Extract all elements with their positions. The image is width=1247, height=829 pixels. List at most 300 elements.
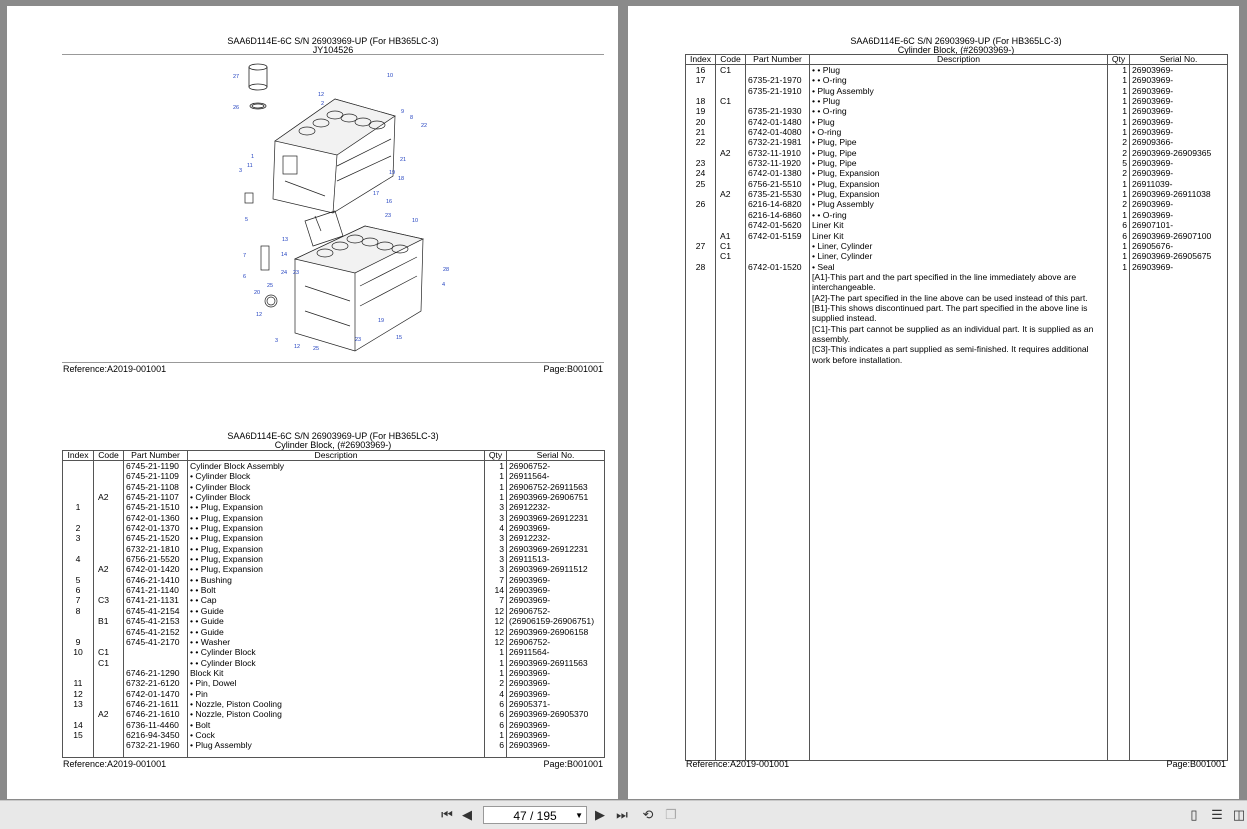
index-cell bbox=[63, 740, 94, 750]
table-row bbox=[686, 231, 1228, 241]
note-text: [B1]-This shows discontinued part. The part specified in the above line is supplied instead. bbox=[810, 303, 1108, 324]
callout-label: 26 bbox=[233, 105, 240, 111]
table-row bbox=[686, 199, 1228, 209]
description-cell: • Plug, Expansion bbox=[810, 168, 1108, 178]
table-row bbox=[686, 148, 1228, 158]
description-cell: Liner Kit bbox=[810, 220, 1108, 230]
qty-cell: 1 bbox=[485, 461, 507, 472]
part-number-cell: 6735-21-5530 bbox=[746, 189, 810, 199]
table-row bbox=[686, 106, 1228, 116]
model-title: SAA6D114E-6C S/N 26903969-UP (For HB365LC-3) bbox=[227, 36, 439, 46]
index-cell bbox=[63, 471, 94, 481]
code-cell bbox=[94, 689, 124, 699]
code-cell bbox=[716, 262, 746, 272]
index-cell: 3 bbox=[63, 533, 94, 543]
qty-cell: 1 bbox=[1108, 106, 1130, 116]
index-cell bbox=[63, 658, 94, 668]
part-number-cell: 6735-21-1970 bbox=[746, 75, 810, 85]
index-cell bbox=[686, 251, 716, 261]
serial-cell: 26903969- bbox=[507, 668, 605, 678]
empty-cell bbox=[686, 324, 716, 345]
description-cell: • • O-ring bbox=[810, 75, 1108, 85]
code-cell: C3 bbox=[94, 595, 124, 605]
empty-cell bbox=[746, 303, 810, 324]
code-cell bbox=[716, 117, 746, 127]
part-number-cell: 6216-94-3450 bbox=[124, 730, 188, 740]
note-text: [C3]-This indicates a part supplied as semi-finished. It requires additional work before installation. bbox=[810, 344, 1108, 365]
description-cell: • • Cylinder Block bbox=[188, 647, 485, 657]
serial-cell: 26906752- bbox=[507, 637, 605, 647]
description-cell: • Cylinder Block bbox=[188, 482, 485, 492]
index-cell: 14 bbox=[63, 720, 94, 730]
part-number-cell: 6742-01-1480 bbox=[746, 117, 810, 127]
viewer-toolbar bbox=[0, 800, 1247, 829]
note-text: [C1]-This part cannot be supplied as an individual part. It is supplied as an assembly. bbox=[810, 324, 1108, 345]
callout-label: 12 bbox=[294, 344, 301, 350]
empty-cell bbox=[1130, 365, 1228, 761]
index-cell: 8 bbox=[63, 606, 94, 616]
qty-cell: 4 bbox=[485, 689, 507, 699]
code-cell bbox=[94, 533, 124, 543]
table-row bbox=[63, 575, 605, 585]
code-cell bbox=[94, 523, 124, 533]
description-cell: • Pin bbox=[188, 689, 485, 699]
qty-cell: 2 bbox=[1108, 199, 1130, 209]
table-row bbox=[686, 168, 1228, 178]
part-number-cell: 6735-21-1910 bbox=[746, 86, 810, 96]
upper-block-illustration bbox=[245, 99, 395, 231]
empty-cell bbox=[810, 365, 1108, 761]
callout-label: 3 bbox=[275, 338, 279, 344]
serial-cell: 26903969- bbox=[507, 740, 605, 750]
part-number-cell: 6756-21-5510 bbox=[746, 179, 810, 189]
index-cell: 26 bbox=[686, 199, 716, 209]
code-cell bbox=[716, 127, 746, 137]
serial-cell: 26903969- bbox=[1130, 158, 1228, 168]
code-cell bbox=[716, 158, 746, 168]
note-row bbox=[686, 324, 1228, 345]
section-title: Cylinder Block, (#26903969-) bbox=[274, 440, 392, 450]
page-number-select[interactable] bbox=[483, 806, 587, 824]
index-cell bbox=[63, 513, 94, 523]
two-page-view-icon[interactable]: ◫ bbox=[1232, 807, 1246, 822]
serial-cell: 26903969- bbox=[507, 595, 605, 605]
table-row bbox=[63, 740, 605, 750]
index-cell bbox=[686, 189, 716, 199]
serial-cell: 26906752-26911563 bbox=[507, 482, 605, 492]
description-cell: • • Bolt bbox=[188, 585, 485, 595]
callout-label: 17 bbox=[373, 191, 380, 197]
code-cell bbox=[716, 168, 746, 178]
code-cell: A2 bbox=[716, 189, 746, 199]
note-row bbox=[686, 272, 1228, 293]
serial-cell: 26903969- bbox=[1130, 168, 1228, 178]
reference-number: Reference:A2019-001001 bbox=[63, 759, 167, 769]
description-cell: • • Cylinder Block bbox=[188, 658, 485, 668]
description-cell: • • Plug, Expansion bbox=[188, 544, 485, 554]
code-cell: C1 bbox=[716, 241, 746, 251]
description-cell: • Plug Assembly bbox=[188, 740, 485, 750]
code-cell: A2 bbox=[94, 564, 124, 574]
callout-label: 19 bbox=[389, 170, 396, 176]
parts-table-left bbox=[62, 450, 605, 758]
table-row bbox=[63, 699, 605, 709]
table-row bbox=[63, 668, 605, 678]
table-row bbox=[63, 606, 605, 616]
description-cell: • • Plug, Expansion bbox=[188, 564, 485, 574]
part-number-cell: 6745-21-1520 bbox=[124, 533, 188, 543]
index-cell: 4 bbox=[63, 554, 94, 564]
single-page-view-icon[interactable]: ▯ bbox=[1190, 807, 1198, 822]
empty-cell bbox=[485, 751, 507, 758]
qty-cell: 7 bbox=[485, 575, 507, 585]
last-page-icon[interactable]: ⏭ bbox=[616, 807, 628, 822]
code-cell bbox=[716, 106, 746, 116]
serial-cell: 26903969-26905675 bbox=[1130, 251, 1228, 261]
table-row bbox=[63, 709, 605, 719]
description-cell: • Seal bbox=[810, 262, 1108, 272]
callout-label: 19 bbox=[378, 318, 385, 324]
table-row bbox=[63, 585, 605, 595]
qty-cell: 3 bbox=[485, 544, 507, 554]
serial-cell: 26903969-26912231 bbox=[507, 513, 605, 523]
serial-cell: 26903969-26907100 bbox=[1130, 231, 1228, 241]
col-code-header: Code bbox=[94, 451, 124, 461]
qty-cell: 5 bbox=[1108, 158, 1130, 168]
qty-cell: 3 bbox=[485, 533, 507, 543]
table-row bbox=[686, 127, 1228, 137]
description-cell: • • Plug, Expansion bbox=[188, 513, 485, 523]
copy-icon[interactable]: ❐ bbox=[665, 807, 677, 822]
code-cell: C1 bbox=[716, 251, 746, 261]
rotate-icon[interactable]: ⟲ bbox=[642, 807, 654, 822]
serial-cell: 26903969- bbox=[1130, 117, 1228, 127]
table-filler-row bbox=[63, 751, 605, 758]
description-cell: • Bolt bbox=[188, 720, 485, 730]
model-title: SAA6D114E-6C S/N 26903969-UP (For HB365LC-3) bbox=[850, 36, 1062, 46]
qty-cell: 1 bbox=[1108, 179, 1130, 189]
callout-label: 27 bbox=[233, 74, 240, 80]
qty-cell: 6 bbox=[1108, 231, 1130, 241]
index-cell bbox=[63, 492, 94, 502]
index-cell bbox=[63, 709, 94, 719]
callout-label: 14 bbox=[281, 252, 288, 258]
code-cell bbox=[716, 75, 746, 85]
serial-cell: 26903969- bbox=[507, 523, 605, 533]
qty-cell: 1 bbox=[1108, 210, 1130, 220]
code-cell bbox=[94, 513, 124, 523]
part-number-cell bbox=[746, 251, 810, 261]
index-cell bbox=[686, 231, 716, 241]
code-cell: A2 bbox=[94, 492, 124, 502]
table-row bbox=[686, 96, 1228, 106]
empty-cell bbox=[94, 751, 124, 758]
table-row bbox=[63, 492, 605, 502]
serial-cell: 26905371- bbox=[507, 699, 605, 709]
table-row bbox=[63, 461, 605, 472]
table-row bbox=[686, 137, 1228, 147]
index-cell: 9 bbox=[63, 637, 94, 647]
callout-label: 11 bbox=[247, 163, 253, 169]
qty-cell: 1 bbox=[1108, 241, 1130, 251]
table-row bbox=[63, 730, 605, 740]
code-cell bbox=[716, 179, 746, 189]
table-row bbox=[63, 471, 605, 481]
empty-cell bbox=[716, 324, 746, 345]
empty-cell bbox=[1130, 324, 1228, 345]
serial-cell: 26903969- bbox=[1130, 65, 1228, 76]
parts-table-right bbox=[685, 54, 1228, 761]
table-row bbox=[686, 241, 1228, 251]
qty-cell: 2 bbox=[1108, 137, 1130, 147]
page-code: Page:B001001 bbox=[543, 364, 603, 374]
callout-label: 20 bbox=[254, 290, 261, 296]
serial-cell: 26903969- bbox=[507, 678, 605, 688]
serial-cell: 26906752- bbox=[507, 461, 605, 472]
qty-cell: 12 bbox=[485, 637, 507, 647]
part-number-cell: 6745-41-2153 bbox=[124, 616, 188, 626]
part-number-cell: 6742-01-1380 bbox=[746, 168, 810, 178]
part-number-cell bbox=[746, 65, 810, 76]
serial-cell: 26909366- bbox=[1130, 137, 1228, 147]
table-row bbox=[63, 544, 605, 554]
table-row bbox=[686, 75, 1228, 85]
col-serial-header: Serial No. bbox=[1130, 55, 1228, 65]
serial-cell: 26903969- bbox=[1130, 75, 1228, 85]
cylinder-liner-illustration bbox=[249, 64, 267, 109]
serial-cell: 26903969- bbox=[1130, 96, 1228, 106]
empty-cell bbox=[63, 751, 94, 758]
code-cell bbox=[94, 606, 124, 616]
callout-label: 23 bbox=[355, 337, 362, 343]
callout-label: 5 bbox=[245, 217, 249, 223]
part-number-cell: 6742-01-1420 bbox=[124, 564, 188, 574]
serial-cell: 26903969- bbox=[1130, 210, 1228, 220]
index-cell: 5 bbox=[63, 575, 94, 585]
code-cell bbox=[94, 461, 124, 472]
serial-cell: 26903969- bbox=[1130, 106, 1228, 116]
table-header-row bbox=[686, 55, 1228, 65]
code-cell bbox=[94, 585, 124, 595]
description-cell: • • Guide bbox=[188, 616, 485, 626]
callout-label: 7 bbox=[243, 253, 247, 259]
code-cell bbox=[716, 210, 746, 220]
index-cell: 17 bbox=[686, 75, 716, 85]
table-row bbox=[686, 210, 1228, 220]
empty-cell bbox=[716, 303, 746, 324]
serial-cell: 26903969- bbox=[1130, 127, 1228, 137]
part-number-cell: 6732-21-6120 bbox=[124, 678, 188, 688]
empty-cell bbox=[686, 293, 716, 303]
index-cell bbox=[686, 210, 716, 220]
qty-cell: 1 bbox=[485, 658, 507, 668]
table-row bbox=[63, 564, 605, 574]
part-number-cell: 6742-01-1520 bbox=[746, 262, 810, 272]
description-cell: Block Kit bbox=[188, 668, 485, 678]
index-cell: 22 bbox=[686, 137, 716, 147]
description-cell: • • Plug, Expansion bbox=[188, 554, 485, 564]
callout-label: 10 bbox=[387, 73, 394, 79]
callout-label: 2 bbox=[321, 101, 325, 107]
table-row bbox=[686, 179, 1228, 189]
description-cell: • Nozzle, Piston Cooling bbox=[188, 699, 485, 709]
footer-divider bbox=[62, 362, 604, 363]
qty-cell: 3 bbox=[485, 502, 507, 512]
index-cell: 1 bbox=[63, 502, 94, 512]
index-cell: 12 bbox=[63, 689, 94, 699]
part-number-cell: 6732-21-1960 bbox=[124, 740, 188, 750]
part-number-cell: 6745-21-1108 bbox=[124, 482, 188, 492]
empty-cell bbox=[1108, 303, 1130, 324]
first-page-icon[interactable]: ⏮ bbox=[441, 807, 453, 822]
part-number-cell: 6742-01-1370 bbox=[124, 523, 188, 533]
empty-cell bbox=[716, 272, 746, 293]
table-row bbox=[686, 65, 1228, 76]
section-title: Cylinder Block, (#26903969-) bbox=[897, 45, 1015, 55]
serial-cell: 26911513- bbox=[507, 554, 605, 564]
code-cell bbox=[94, 720, 124, 730]
serial-cell: 26903969-26906158 bbox=[507, 627, 605, 637]
callout-label: 15 bbox=[396, 335, 403, 341]
table-row bbox=[686, 220, 1228, 230]
qty-cell: 1 bbox=[1108, 251, 1130, 261]
code-cell bbox=[716, 137, 746, 147]
table-row bbox=[63, 616, 605, 626]
qty-cell: 1 bbox=[1108, 96, 1130, 106]
part-number-cell: 6216-14-6820 bbox=[746, 199, 810, 209]
note-row bbox=[686, 303, 1228, 324]
qty-cell: 12 bbox=[485, 616, 507, 626]
qty-cell: 1 bbox=[1108, 75, 1130, 85]
description-cell: • • Bushing bbox=[188, 575, 485, 585]
serial-cell: 26903969-26912231 bbox=[507, 544, 605, 554]
index-cell: 13 bbox=[63, 699, 94, 709]
qty-cell: 6 bbox=[485, 699, 507, 709]
callout-label: 28 bbox=[443, 267, 450, 273]
exploded-parts-diagram bbox=[225, 61, 451, 363]
code-cell: A2 bbox=[94, 709, 124, 719]
index-cell: 18 bbox=[686, 96, 716, 106]
description-cell: • • O-ring bbox=[810, 210, 1108, 220]
empty-cell bbox=[716, 344, 746, 365]
serial-cell: 26903969-26905370 bbox=[507, 709, 605, 719]
code-cell bbox=[94, 740, 124, 750]
qty-cell: 1 bbox=[485, 471, 507, 481]
index-cell bbox=[63, 544, 94, 554]
index-cell: 20 bbox=[686, 117, 716, 127]
code-cell bbox=[94, 471, 124, 481]
empty-cell bbox=[1130, 344, 1228, 365]
serial-cell: 26903969- bbox=[507, 585, 605, 595]
col-qty-header: Qty bbox=[1108, 55, 1130, 65]
part-number-cell: 6732-11-1920 bbox=[746, 158, 810, 168]
description-cell: • Liner, Cylinder bbox=[810, 251, 1108, 261]
reference-number: Reference:A2019-001001 bbox=[63, 364, 167, 374]
callout-label: 12 bbox=[318, 92, 325, 98]
part-number-cell: 6735-21-1930 bbox=[746, 106, 810, 116]
qty-cell: 1 bbox=[485, 668, 507, 678]
code-cell bbox=[94, 482, 124, 492]
callout-label: 12 bbox=[256, 312, 263, 318]
serial-cell: 26903969-26911038 bbox=[1130, 189, 1228, 199]
index-cell: 2 bbox=[63, 523, 94, 533]
code-cell: C1 bbox=[94, 647, 124, 657]
next-page-icon[interactable]: ▶ bbox=[595, 807, 605, 822]
part-number-cell: 6742-01-5620 bbox=[746, 220, 810, 230]
index-cell: 24 bbox=[686, 168, 716, 178]
code-cell: C1 bbox=[94, 658, 124, 668]
part-number-cell: 6742-01-5159 bbox=[746, 231, 810, 241]
qty-cell: 1 bbox=[1108, 117, 1130, 127]
table-row bbox=[686, 262, 1228, 272]
note-row bbox=[686, 344, 1228, 365]
table-row bbox=[63, 658, 605, 668]
empty-cell bbox=[1108, 365, 1130, 761]
empty-cell bbox=[1130, 303, 1228, 324]
qty-cell: 6 bbox=[485, 720, 507, 730]
serial-cell: 26903969- bbox=[1130, 199, 1228, 209]
serial-cell: 26912232- bbox=[507, 502, 605, 512]
continuous-view-icon[interactable]: ☰ bbox=[1211, 807, 1223, 822]
qty-cell: 3 bbox=[485, 564, 507, 574]
prev-page-icon[interactable]: ◀ bbox=[462, 807, 472, 822]
code-cell: B1 bbox=[94, 616, 124, 626]
description-cell: • Plug bbox=[810, 117, 1108, 127]
serial-cell: 26903969- bbox=[507, 689, 605, 699]
qty-cell: 6 bbox=[485, 740, 507, 750]
qty-cell: 3 bbox=[485, 554, 507, 564]
callout-label: 10 bbox=[412, 218, 419, 224]
description-cell: • O-ring bbox=[810, 127, 1108, 137]
part-number-cell: 6742-01-1470 bbox=[124, 689, 188, 699]
part-number-cell: 6736-11-4460 bbox=[124, 720, 188, 730]
qty-cell: 7 bbox=[485, 595, 507, 605]
qty-cell: 1 bbox=[1108, 127, 1130, 137]
right-page bbox=[628, 6, 1239, 799]
part-number-cell bbox=[124, 658, 188, 668]
part-number-cell: 6742-01-1360 bbox=[124, 513, 188, 523]
description-cell: • Plug, Pipe bbox=[810, 158, 1108, 168]
description-cell: • • Guide bbox=[188, 627, 485, 637]
table-row bbox=[63, 637, 605, 647]
table-row bbox=[686, 117, 1228, 127]
serial-cell: 26903969- bbox=[1130, 86, 1228, 96]
code-cell bbox=[94, 544, 124, 554]
part-number-cell bbox=[124, 647, 188, 657]
callout-label: 1 bbox=[251, 154, 255, 160]
table-row bbox=[63, 627, 605, 637]
code-cell bbox=[94, 668, 124, 678]
part-number-cell: 6741-21-1131 bbox=[124, 595, 188, 605]
description-cell: • Liner, Cylinder bbox=[810, 241, 1108, 251]
qty-cell: 14 bbox=[485, 585, 507, 595]
code-cell bbox=[716, 220, 746, 230]
index-cell: 16 bbox=[686, 65, 716, 76]
serial-cell: 26907101- bbox=[1130, 220, 1228, 230]
empty-cell bbox=[716, 365, 746, 761]
part-number-cell: 6745-41-2154 bbox=[124, 606, 188, 616]
callout-label: 24 bbox=[281, 270, 288, 276]
qty-cell: 1 bbox=[485, 730, 507, 740]
index-cell: 23 bbox=[686, 158, 716, 168]
empty-cell bbox=[1108, 324, 1130, 345]
description-cell: • • Guide bbox=[188, 606, 485, 616]
table-filler-row bbox=[686, 365, 1228, 761]
empty-cell bbox=[716, 293, 746, 303]
index-cell: 27 bbox=[686, 241, 716, 251]
index-cell: 15 bbox=[63, 730, 94, 740]
empty-cell bbox=[686, 272, 716, 293]
